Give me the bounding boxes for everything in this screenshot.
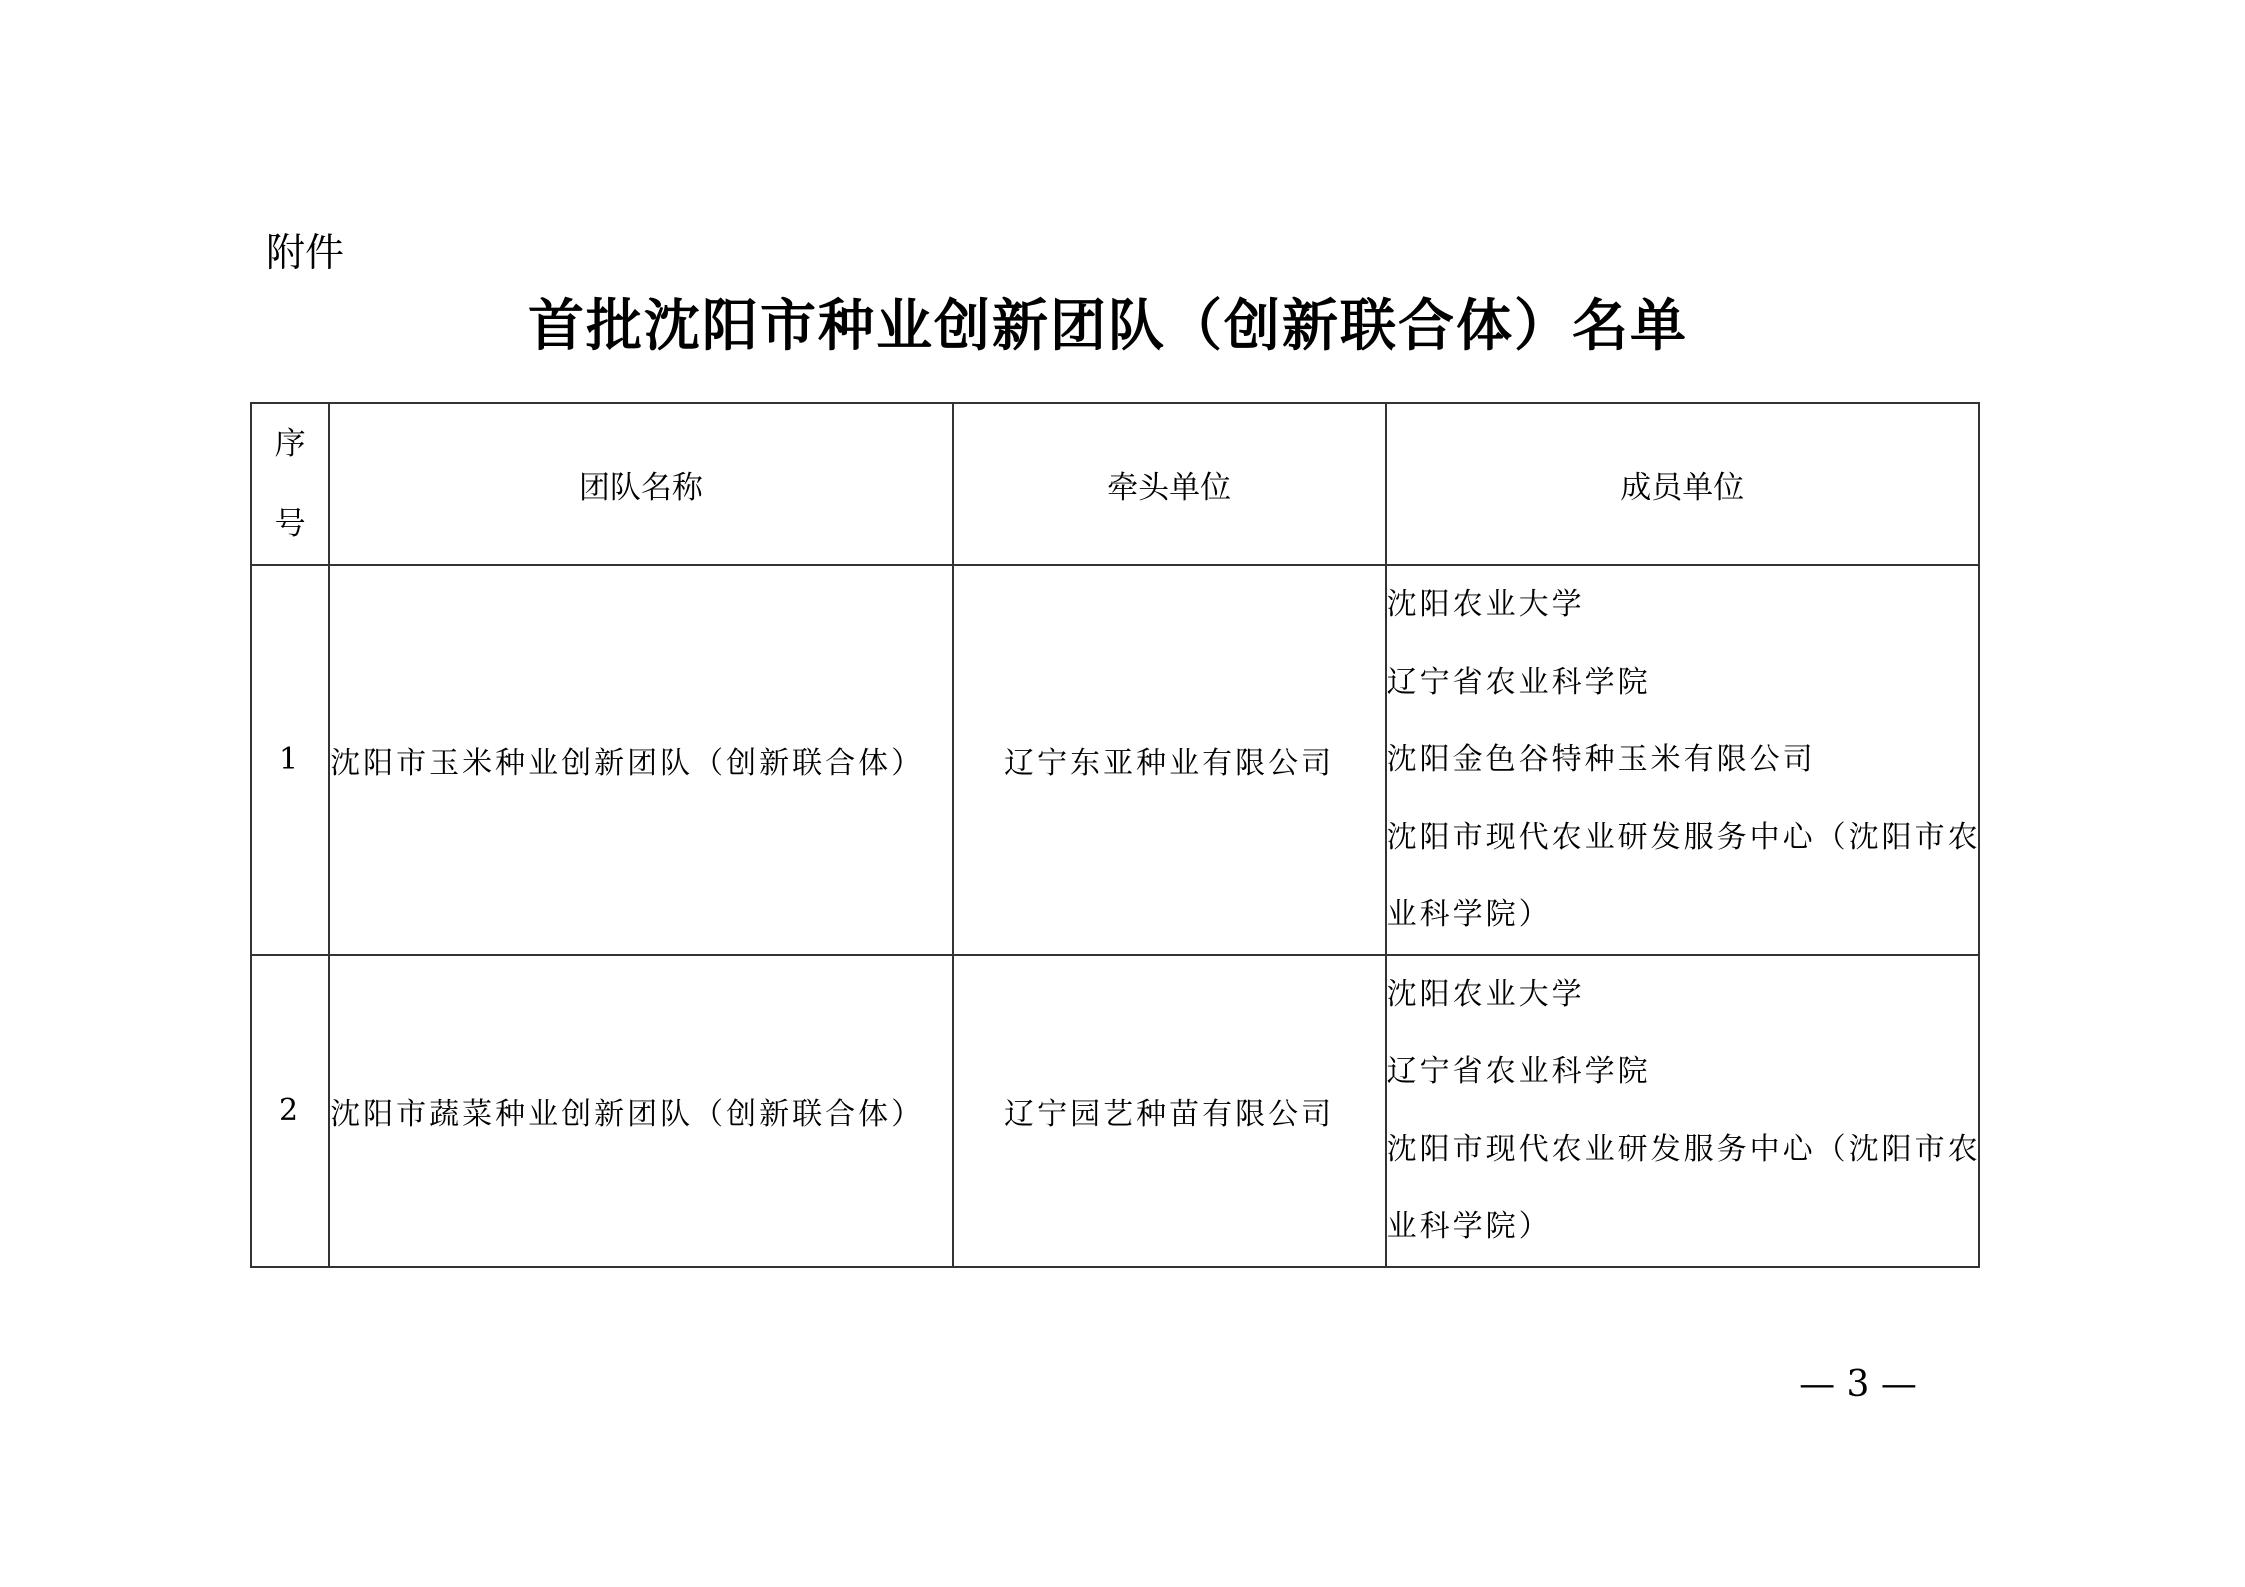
member-line: 沈阳市现代农业研发服务中心（沈阳市农 [1386,1131,1981,1167]
table-row [251,955,1979,1267]
member-line: 辽宁省农业科学院 [1386,664,1651,700]
document-title: 首批沈阳市种业创新团队（创新联合体）名单 [528,293,1688,359]
member-line: 辽宁省农业科学院 [1386,1054,1651,1089]
table-row [251,565,1979,955]
table-header-row [251,403,1979,565]
page-number: — 3 — [1799,1364,1917,1405]
lead-unit-cell: 辽宁东亚种业有限公司 [953,565,1386,955]
header-seq-char-2: 号 [274,506,306,542]
header-member-units: 成员单位 [1386,403,1979,565]
header-team-name: 团队名称 [329,403,952,565]
member-line: 沈阳农业大学 [1386,976,1585,1012]
innovation-team-table [250,402,1980,1268]
member-units-cell [1386,565,1979,955]
lead-unit-cell: 辽宁园艺种苗有限公司 [953,955,1386,1267]
member-line: 沈阳农业大学 [1386,587,1585,622]
member-line: 沈阳金色谷特种玉米有限公司 [1386,742,1816,777]
seq-cell: 1 [251,565,329,955]
member-line: 沈阳市现代农业研发服务中心（沈阳市农 [1386,819,1981,855]
team-name-cell: 沈阳市玉米种业创新团队（创新联合体） [329,565,952,955]
header-lead-unit: 牵头单位 [953,403,1386,565]
header-seq [251,403,329,565]
seq-cell: 2 [251,955,329,1267]
member-line: 业科学院） [1386,1209,1552,1244]
member-line: 业科学院） [1386,897,1552,932]
team-name-cell: 沈阳市蔬菜种业创新团队（创新联合体） [329,955,952,1267]
header-seq-char-1: 序 [274,426,306,462]
member-units-cell [1386,955,1979,1267]
attachment-label: 附件 [266,231,345,276]
